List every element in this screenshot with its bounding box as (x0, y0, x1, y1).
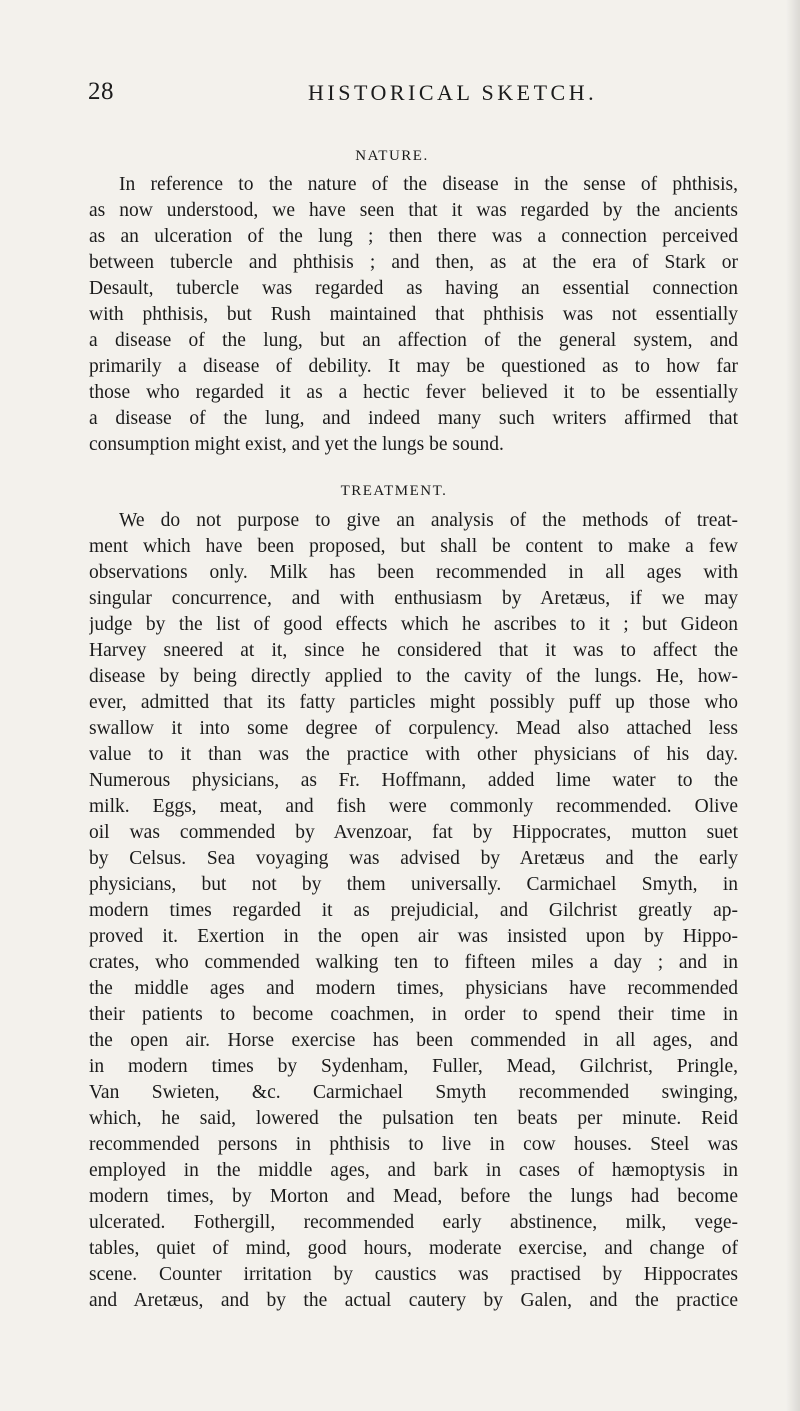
text-line: singular concurrence, and with enthusiasm by Aretæus, if we may (89, 588, 738, 609)
text-line: Desault, tubercle was regarded as having an essential connection (89, 278, 738, 299)
text-line: the open air. Horse exercise has been commended in all ages, and (89, 1030, 738, 1051)
text-line: modern times regarded it as prejudicial, and Gilchrist greatly ap- (89, 900, 738, 921)
text-line: Van Swieten, &c. Carmichael Smyth recommended swinging, (89, 1082, 738, 1103)
text-line: ulcerated. Fothergill, recommended early abstinence, milk, vege- (89, 1212, 738, 1233)
page-number: 28 (88, 78, 114, 105)
text-line: tables, quiet of mind, good hours, moderate exercise, and change of (89, 1238, 738, 1259)
text-line: value to it than was the practice with other physicians of his day. (89, 744, 738, 765)
text-line: Harvey sneered at it, since he considered that it was to affect the (89, 640, 738, 661)
running-head (88, 78, 728, 118)
paragraph-nature (89, 172, 738, 458)
text-line: swallow it into some degree of corpulency. Mead also attached less (89, 718, 738, 739)
text-line: by Celsus. Sea voyaging was advised by Aretæus and the early (89, 848, 738, 869)
text-line: as an ulceration of the lung ; then there was a connection perceived (89, 226, 738, 247)
running-title: HISTORICAL SKETCH. (308, 80, 598, 105)
text-line: crates, who commended walking ten to fifteen miles a day ; and in (89, 952, 738, 973)
text-line: with phthisis, but Rush maintained that phthisis was not essentially (89, 304, 738, 325)
text-line: as now understood, we have seen that it was regarded by the ancients (89, 200, 738, 221)
text-line: ever, admitted that its fatty particles might possibly puff up those who (89, 692, 738, 713)
text-line: their patients to become coachmen, in order to spend their time in (89, 1004, 738, 1025)
text-line: physicians, but not by them universally. Carmichael Smyth, in (89, 874, 738, 895)
text-line: employed in the middle ages, and bark in cases of hæmoptysis in (89, 1160, 738, 1181)
text-line: oil was commended by Avenzoar, fat by Hippocrates, mutton suet (89, 822, 738, 843)
text-line: proved it. Exertion in the open air was insisted upon by Hippo- (89, 926, 738, 947)
page-edge-shadow (786, 0, 800, 1411)
text-line: consumption might exist, and yet the lungs be sound. (89, 434, 504, 455)
paragraph-treatment (89, 508, 738, 1314)
text-line: between tubercle and phthisis ; and then, as at the era of Stark or (89, 252, 738, 273)
text-line: a disease of the lung, but an affection of the general system, and (89, 330, 738, 351)
text-line: and Aretæus, and by the actual cautery by Galen, and the practice (89, 1290, 738, 1311)
text-line: the middle ages and modern times, physicians have recommended (89, 978, 738, 999)
text-line: We do not purpose to give an analysis of the methods of treat- (119, 510, 738, 531)
text-line: scene. Counter irritation by caustics was practised by Hippocrates (89, 1264, 738, 1285)
text-line: in modern times by Sydenham, Fuller, Mead, Gilchrist, Pringle, (89, 1056, 738, 1077)
section-heading-nature: NATURE. (355, 148, 429, 164)
text-line: disease by being directly applied to the cavity of the lungs. He, how- (89, 666, 738, 687)
text-line: which, he said, lowered the pulsation ten beats per minute. Reid (89, 1108, 738, 1129)
text-line: milk. Eggs, meat, and fish were commonly recommended. Olive (89, 796, 738, 817)
text-line: In reference to the nature of the disease in the sense of phthisis, (119, 174, 738, 195)
text-line: recommended persons in phthisis to live in cow houses. Steel was (89, 1134, 738, 1155)
text-line: those who regarded it as a hectic fever believed it to be essentially (89, 382, 738, 403)
text-line: judge by the list of good effects which he ascribes to it ; but Gideon (89, 614, 738, 635)
text-line: modern times, by Morton and Mead, before the lungs had become (89, 1186, 738, 1207)
text-line: Numerous physicians, as Fr. Hoffmann, added lime water to the (89, 770, 738, 791)
text-line: observations only. Milk has been recommended in all ages with (89, 562, 738, 583)
text-line: primarily a disease of debility. It may be questioned as to how far (89, 356, 738, 377)
text-line: a disease of the lung, and indeed many such writers affirmed that (89, 408, 738, 429)
section-heading-treatment: TREATMENT. (340, 483, 448, 499)
text-line: ment which have been proposed, but shall be content to make a few (89, 536, 738, 557)
